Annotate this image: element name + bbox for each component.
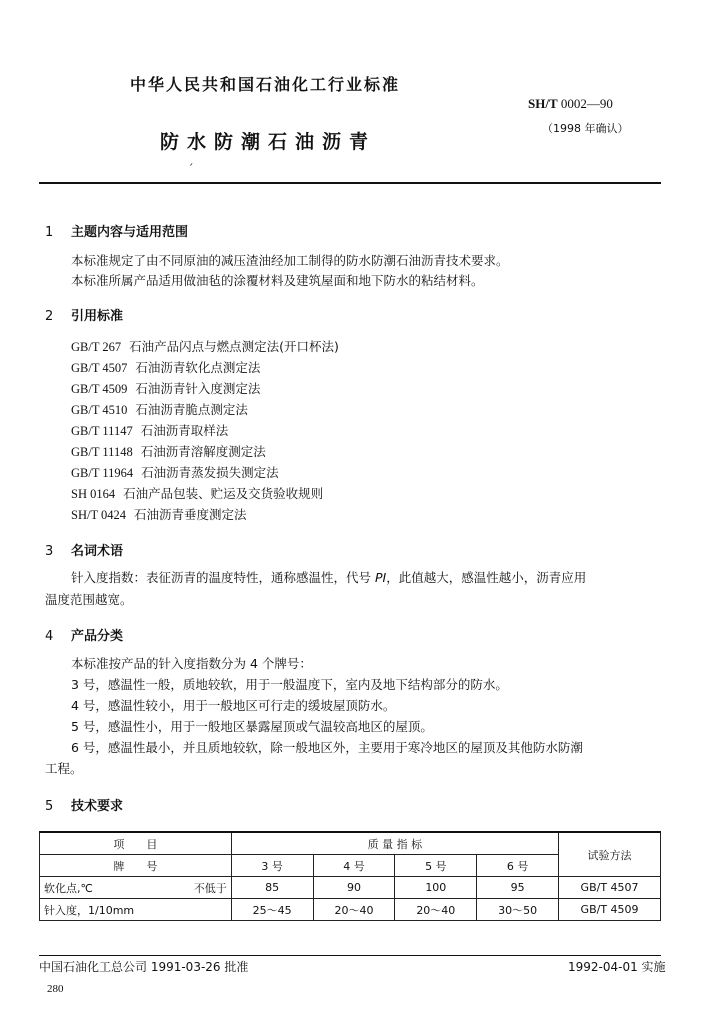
- reference-item: [71, 357, 260, 379]
- confirmation-note: （1998 年确认）: [542, 122, 629, 135]
- ref-code: GB/T 11147: [71, 424, 133, 438]
- ref-name: 石油沥青取样法: [140, 423, 229, 438]
- paragraph: 本标准规定了由不同原油的减压渣油经加工制得的防水防潮石油沥青技术要求。: [71, 253, 509, 268]
- value-cell: 100: [395, 877, 477, 899]
- header-rule: [39, 182, 661, 184]
- value-cell: 30～50: [477, 899, 559, 921]
- section-number: 1: [45, 225, 54, 240]
- symbol: PI: [374, 570, 387, 585]
- grade-cell: 4 号: [313, 855, 395, 877]
- paragraph: 温度范围越宽。: [45, 592, 133, 607]
- row-condition: 不低于: [173, 877, 231, 899]
- section-4-heading: [45, 625, 123, 644]
- section-3-heading: [45, 540, 123, 559]
- value-cell: 85: [231, 877, 313, 899]
- value-cell: 90: [313, 877, 395, 899]
- value-cell: 20～40: [313, 899, 395, 921]
- ref-name: 石油沥青蒸发损失测定法: [141, 465, 279, 480]
- paragraph: 3 号，感温性一般，质地较软，用于一般温度下，室内及地下结构部分的防水。: [71, 677, 508, 692]
- ref-name: 石油沥青垂度测定法: [134, 507, 247, 522]
- reference-item: [71, 462, 279, 484]
- page-number: 280: [47, 983, 64, 995]
- table-row: [40, 899, 661, 921]
- grade-cell: 3 号: [231, 855, 313, 877]
- value-cell: 95: [477, 877, 559, 899]
- value-cell: 20～40: [395, 899, 477, 921]
- ref-code: GB/T 4507: [71, 361, 128, 375]
- footer-rule: [39, 955, 661, 956]
- quality-header: 质 量 指 标: [231, 832, 558, 855]
- value-cell: 25～45: [231, 899, 313, 921]
- specification-table: [39, 831, 661, 921]
- reference-item: [71, 336, 339, 358]
- paragraph: 6 号，感温性最小，并且质地较软，除一般地区外，主要用于寒冷地区的屋顶及其他防水防潮: [71, 740, 583, 755]
- approval-note: 中国石油化工总公司 1991-03-26 批准: [39, 960, 249, 974]
- table-row: [40, 877, 661, 899]
- section-2-heading: [45, 305, 123, 324]
- standard-number: [528, 96, 613, 112]
- paragraph: 4 号，感温性较小，用于一般地区可行走的缓坡屋顶防水。: [71, 698, 396, 713]
- paragraph: 本标准所属产品适用做油毡的涂覆材料及建筑屋面和地下防水的粘结材料。: [71, 273, 484, 288]
- reference-item: [71, 441, 266, 463]
- table-header-row: [40, 832, 661, 855]
- paragraph: [71, 568, 661, 588]
- grade-cell: 5 号: [395, 855, 477, 877]
- row-item: 针入度，1/10mm: [40, 899, 174, 921]
- paragraph: 工程。: [45, 761, 83, 776]
- text-span: 针入度指数：表征沥青的温度特性，通称感温性，代号: [71, 570, 375, 585]
- ref-code: SH/T 0424: [71, 508, 126, 522]
- section-number: 2: [45, 309, 54, 324]
- method-cell: GB/T 4509: [559, 899, 661, 921]
- method-header: 试验方法: [559, 832, 661, 877]
- row-condition: [173, 899, 231, 921]
- section-1-heading: [45, 221, 188, 240]
- effective-date: 1992-04-01 实施: [568, 960, 666, 974]
- ref-code: GB/T 4510: [71, 403, 128, 417]
- method-cell: GB/T 4507: [559, 877, 661, 899]
- paragraph: 5 号，感温性小，用于一般地区暴露屋顶或气温较高地区的屋顶。: [71, 719, 433, 734]
- document-title: 防水防潮石油沥青: [160, 131, 377, 153]
- paragraph: 本标准按产品的针入度指数分为 4 个牌号：: [71, 656, 312, 671]
- ref-name: 石油产品闪点与燃点测定法(开口杯法): [129, 339, 339, 354]
- reference-item: [71, 504, 247, 526]
- ref-code: SH 0164: [71, 487, 116, 501]
- issuing-body: 中华人民共和国石油化工行业标准: [130, 75, 401, 94]
- section-5-heading: [45, 795, 123, 814]
- row-item: 软化点,℃: [40, 877, 174, 899]
- ref-name: 石油沥青溶解度测定法: [140, 444, 266, 459]
- ref-code: GB/T 4509: [71, 382, 128, 396]
- section-title: 技术要求: [71, 799, 124, 814]
- section-title: 产品分类: [71, 629, 124, 644]
- reference-item: [71, 399, 248, 421]
- ref-name: 石油产品包装、贮运及交货验收规则: [123, 486, 324, 501]
- reference-item: [71, 420, 228, 442]
- section-title: 引用标准: [71, 309, 124, 324]
- section-number: 4: [45, 629, 54, 644]
- section-number: 5: [45, 799, 54, 814]
- ref-name: 石油沥青软化点测定法: [135, 360, 261, 375]
- section-title: 主题内容与适用范围: [71, 225, 189, 240]
- ref-code: GB/T 11964: [71, 466, 134, 480]
- section-number: 3: [45, 544, 54, 559]
- ref-name: 石油沥青脆点测定法: [135, 402, 248, 417]
- standard-code: 0002—90: [557, 96, 613, 111]
- text-span: ，此值越大，感温性越小，沥青应用: [386, 570, 587, 585]
- reference-item: [71, 483, 323, 505]
- stray-mark: ˊ: [188, 162, 194, 175]
- item-header: 项 目: [40, 832, 232, 855]
- ref-code: GB/T 11148: [71, 445, 133, 459]
- grade-label: 牌 号: [40, 855, 232, 877]
- ref-name: 石油沥青针入度测定法: [135, 381, 261, 396]
- section-title: 名词术语: [71, 544, 124, 559]
- ref-code: GB/T 267: [71, 340, 122, 354]
- standard-prefix: SH/T: [528, 96, 558, 111]
- reference-item: [71, 378, 260, 400]
- grade-cell: 6 号: [477, 855, 559, 877]
